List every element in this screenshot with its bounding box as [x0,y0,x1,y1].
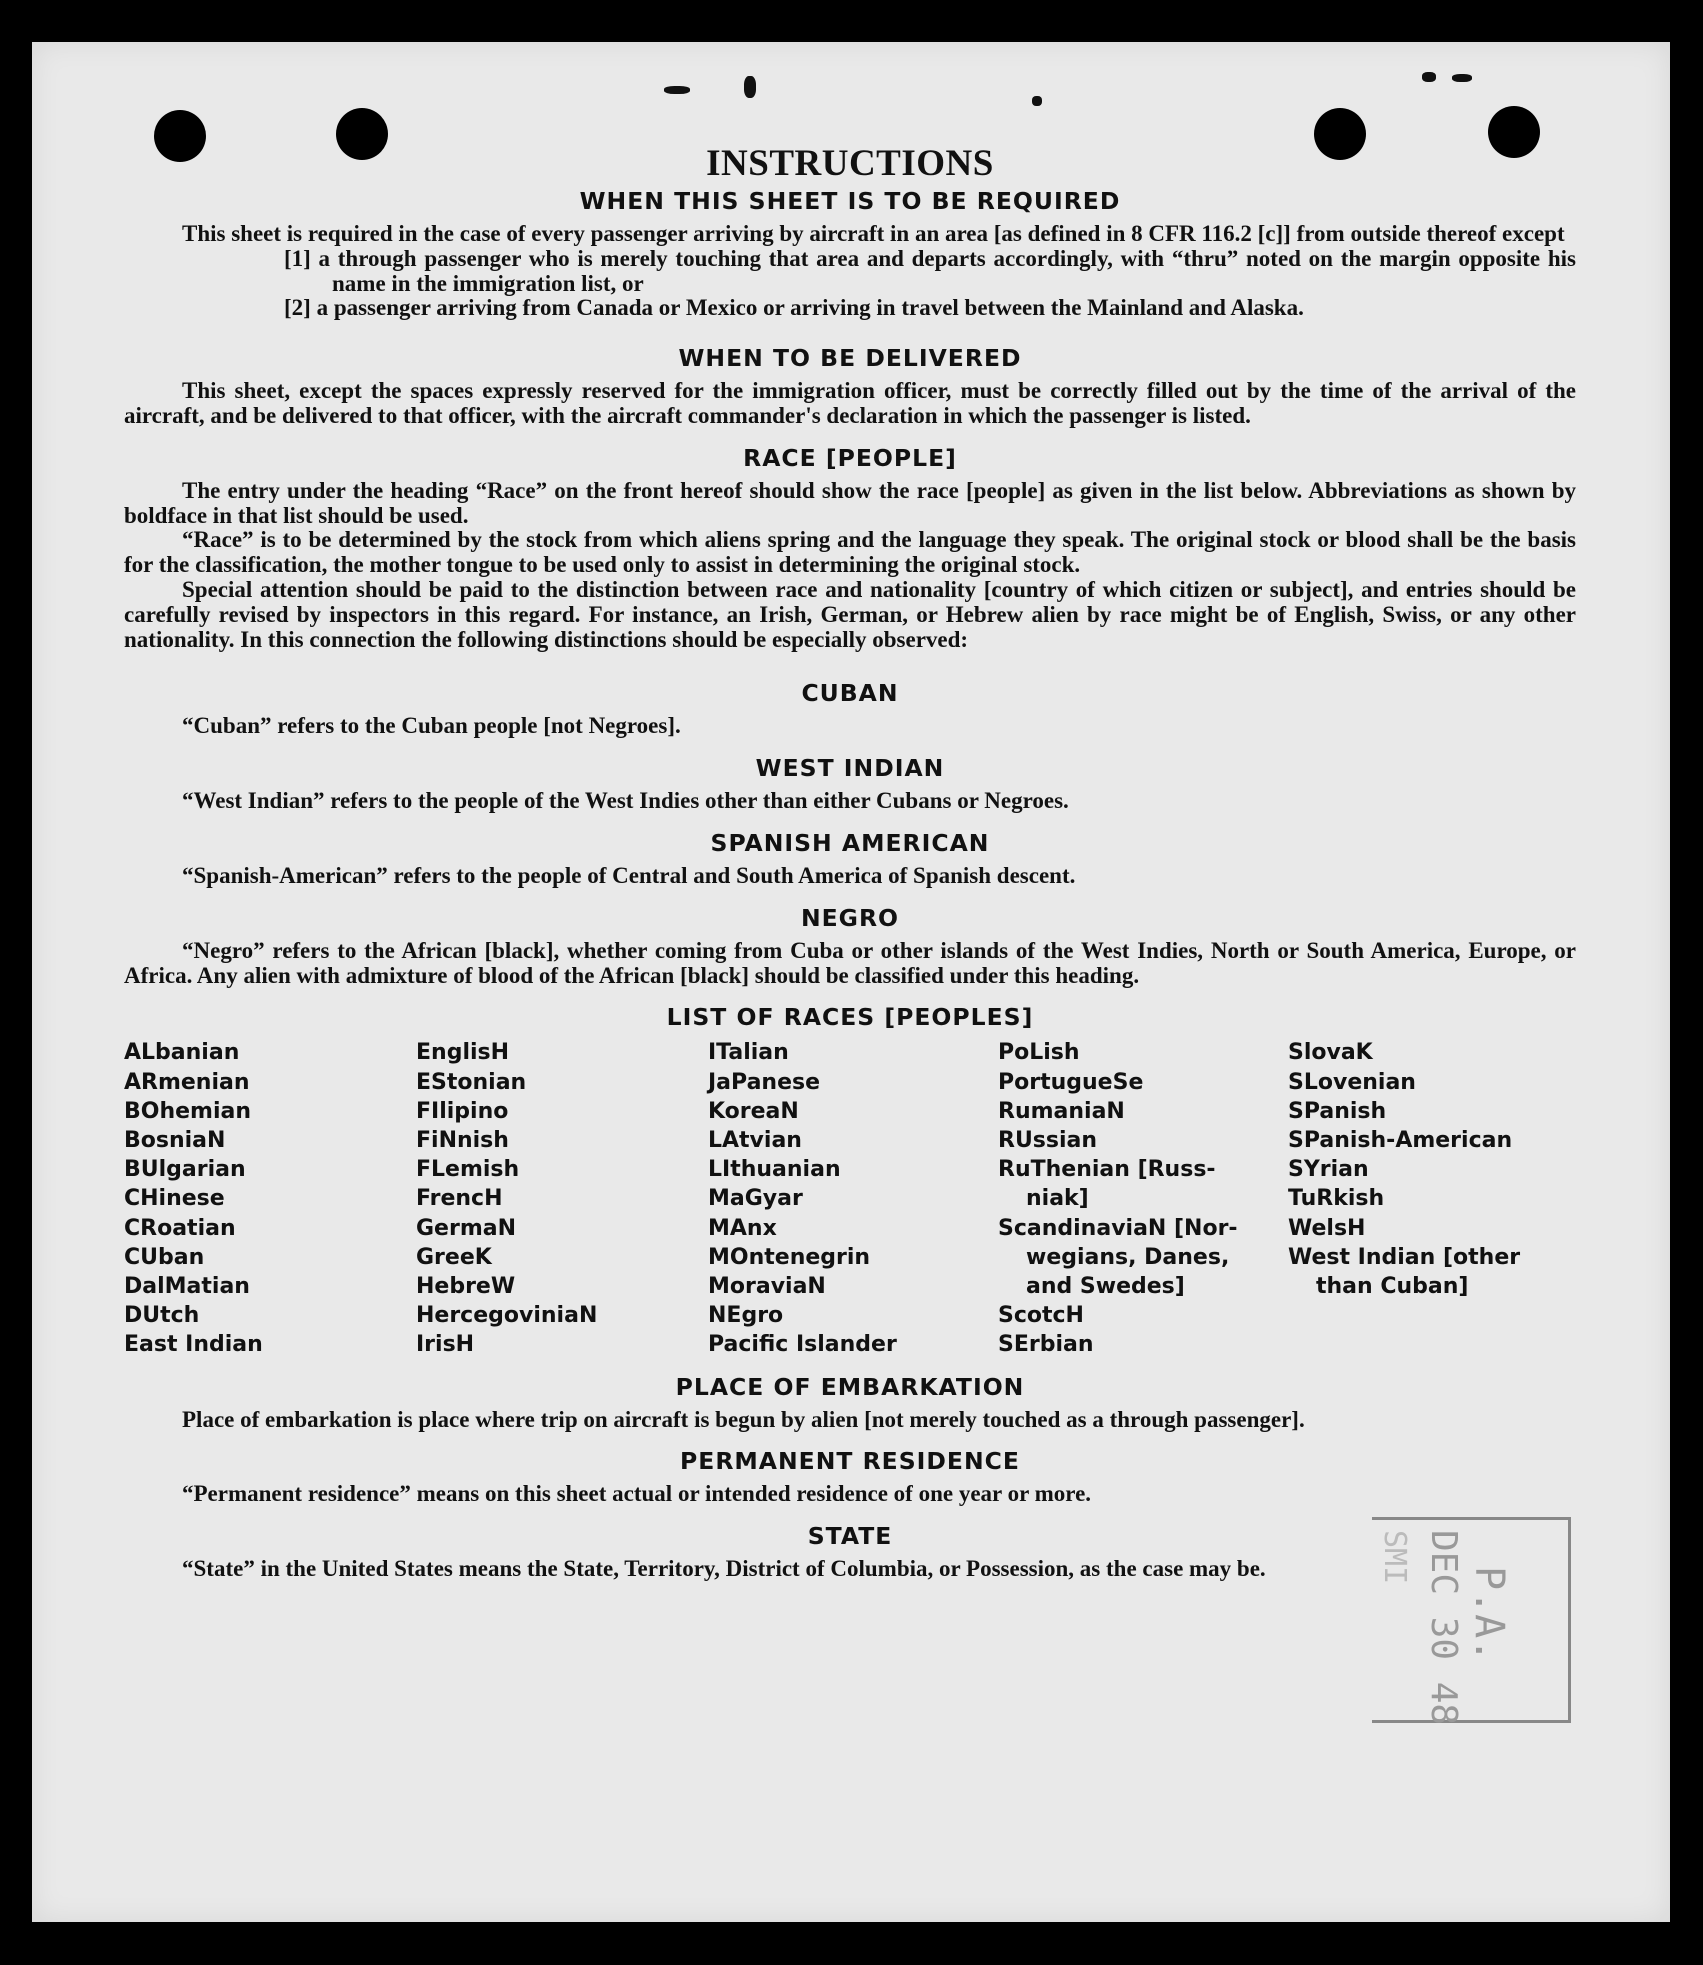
race-item: FIlipino [416,1098,509,1124]
race-item-continued: and Swedes] [1026,1273,1185,1299]
paragraph: Special attention should be paid to the distinction between race and nationality [country of which citizen or subject], and entries should be carefully revised by inspectors in this regard. For instance, an Irish, German, or Hebrew alien by race might be of English, Swiss, or any other nationality. In this connection the following distinctions should be especially observed: [124,576,1576,652]
races-column [416,1038,708,1359]
stamp-line: DEC 30 48 [1423,1530,1464,1726]
race-item: PortugueSe [998,1069,1144,1095]
race-item: HebreW [416,1273,516,1299]
paragraph: The entry under the heading “Race” on the front hereof should show the race [people] as given in the list below. Abbreviations as shown by boldface in that list should be used. [124,477,1576,528]
race-item: West Indian [other [1288,1244,1521,1270]
paragraph: “Cuban” refers to the Cuban people [not Negroes]. [182,713,681,739]
paragraph: “State” in the United States means the State, Territory, District of Columbia, or Possession, as the case may be. [182,1556,1266,1582]
race-item: ALbanian [124,1040,240,1066]
race-item: CUban [124,1244,205,1270]
race-item: KoreaN [708,1098,799,1124]
race-item: RuThenian [Russ- [998,1157,1216,1183]
races-column [998,1038,1288,1359]
stamp-line: P.A. [1466,1566,1512,1663]
race-item: FiNnish [416,1127,509,1153]
section-heading-embarkation: PLACE OF EMBARKATION [675,1372,1025,1401]
paragraph: “Negro” refers to the African [black], whether coming from Cuba or other islands of the West Indies, North or South America, Europe, or Africa. Any alien with admixture of blood of the African [black] should be classified under this heading. [124,937,1576,988]
section-heading-spanish-american: SPANISH AMERICAN [710,828,990,857]
race-item-continued: than Cuban] [1316,1273,1469,1299]
section-heading-delivered: WHEN TO BE DELIVERED [678,344,1022,373]
ink-speck [1032,96,1042,106]
race-item: ScotcH [998,1303,1084,1329]
race-item: MaGyar [708,1186,803,1212]
race-item: PoLish [998,1040,1080,1066]
section-heading-race: RACE [PEOPLE] [743,443,957,472]
race-item: WelsH [1288,1215,1366,1241]
race-item: RumaniaN [998,1098,1125,1124]
race-item: GreeK [416,1244,492,1270]
instructions-body [124,142,1576,1585]
document-sheet [32,42,1670,1922]
race-item: ITalian [708,1040,789,1066]
race-item: NEgro [708,1303,784,1329]
race-item: BosniaN [124,1127,226,1153]
race-item: EnglisH [416,1040,510,1066]
stamp-line: SMI [1377,1530,1412,1585]
race-item: Pacific Islander [708,1332,897,1358]
section-heading-residence: PERMANENT RESIDENCE [680,1447,1020,1476]
ink-speck [1452,74,1472,82]
race-item: ARmenian [124,1069,250,1095]
race-item: SPanish [1288,1098,1387,1124]
race-item-continued: wegians, Danes, [1026,1244,1230,1270]
race-item: ScandinaviaN [Nor- [998,1215,1238,1241]
race-item: LIthuanian [708,1157,841,1183]
race-item: SErbian [998,1332,1094,1358]
race-item: IrisH [416,1332,475,1358]
race-item: FrencH [416,1186,503,1212]
section-heading-cuban: CUBAN [801,679,899,708]
list-item: [1] a through passenger who is merely touching that area and departs accordingly, with “thru” noted on the margin opposite his name in the immigration list, or [284,245,1576,296]
race-item: BOhemian [124,1098,252,1124]
race-item: DalMatian [124,1273,250,1299]
ink-speck [1422,72,1436,82]
races-column [708,1038,998,1359]
race-item: TuRkish [1288,1186,1385,1212]
races-list [124,1038,1576,1359]
ink-speck [664,86,690,94]
section-heading-races-list: LIST OF RACES [PEOPLES] [666,1003,1034,1032]
race-item: BUlgarian [124,1157,246,1183]
race-item: MAnx [708,1215,777,1241]
race-item: JaPanese [708,1069,821,1095]
ink-speck [744,76,756,98]
paragraph: “Spanish-American” refers to the people of Central and South America of Spanish descent. [182,862,1076,888]
paragraph: Place of embarkation is place where trip on aircraft is begun by alien [not merely touched as a through passenger]. [182,1406,1305,1432]
paragraph: This sheet, except the spaces expressly reserved for the immigration officer, must be correctly filled out by the time of the arrival of the aircraft, and be delivered to that officer, with the aircraft commander's declaration in which the passenger is listed. [124,378,1576,428]
race-item: CRoatian [124,1215,236,1241]
paragraph: “Race” is to be determined by the stock from which aliens spring and the language they speak. The original stock or blood shall be the basis for the classification, the mother tongue to be used only to assist in determining the original stock. [124,527,1576,578]
section-heading-west-indian: WEST INDIAN [755,754,945,783]
race-item: GermaN [416,1215,517,1241]
race-item: SPanish-American [1288,1127,1513,1153]
list-item: [2] a passenger arriving from Canada or Mexico or arriving in travel between the Mainland and Alaska. [284,295,1304,321]
race-item: FLemish [416,1157,520,1183]
races-column [124,1038,416,1359]
race-item: HercegoviniaN [416,1303,598,1329]
race-item: LAtvian [708,1127,802,1153]
race-item: MOntenegrin [708,1244,871,1270]
race-item: SLovenian [1288,1069,1416,1095]
page-title: INSTRUCTIONS [706,143,994,184]
race-item: SlovaK [1288,1040,1373,1066]
section-heading-required: WHEN THIS SHEET IS TO BE REQUIRED [579,187,1121,215]
race-item: CHinese [124,1186,225,1212]
paragraph: “Permanent residence” means on this sheet actual or intended residence of one year or more. [182,1481,1092,1507]
date-stamp [1372,1517,1571,1726]
paragraph: This sheet is required in the case of every passenger arriving by aircraft in an area [as defined in 8 CFR 116.2 [c]] from outside thereof except [182,221,1565,246]
race-item: East Indian [124,1332,263,1358]
race-item: MoraviaN [708,1273,826,1299]
section-heading-state: STATE [807,1522,893,1551]
race-item: SYrian [1288,1157,1369,1183]
race-item: RUssian [998,1127,1098,1153]
race-item: EStonian [416,1069,527,1095]
race-item: DUtch [124,1303,200,1329]
section-heading-negro: NEGRO [800,903,900,932]
races-column [1288,1038,1576,1359]
race-item-continued: niak] [1026,1186,1089,1212]
paragraph: “West Indian” refers to the people of the West Indies other than either Cubans or Negroes. [182,788,1069,814]
